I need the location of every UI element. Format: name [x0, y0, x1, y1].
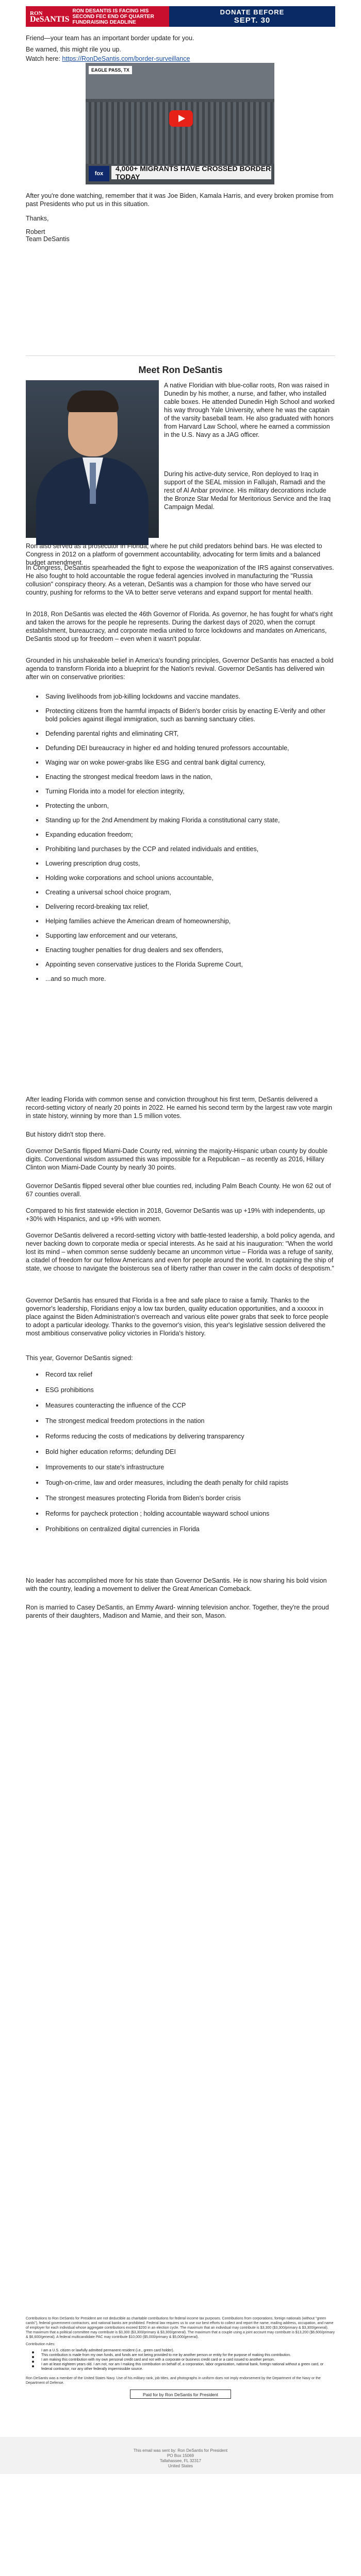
list-item: The strongest measures protecting Florida from Biden's border crisis — [45, 1494, 335, 1502]
video-ticker: 4,000+ MIGRANTS HAVE CROSSED BORDER TODAY — [111, 166, 271, 179]
list-item: Creating a universal school choice program, — [45, 888, 335, 896]
list-item: Bold higher education reforms; defunding DEI — [45, 1448, 335, 1456]
footer-pobox: PO Box 15069 — [167, 2453, 194, 2458]
bio-paragraph-4: Grounded in his unshakeable belief in America's founding principles, Governor DeSantis has enacted a bold agenda to transform Florida into a blueprint for the Nation's revival. Governor DeSantis has delivered win after win on conservative priorities: — [26, 657, 334, 681]
play-icon[interactable] — [169, 110, 193, 127]
channel-logo: fox news — [89, 166, 109, 181]
watch-line — [26, 55, 335, 63]
list-item: Defending parental rights and eliminating CRT, — [45, 730, 335, 738]
list-item: Enacting tougher penalties for drug dealers and sex offenders, — [45, 946, 335, 954]
donate-cta-line1: DONATE BEFORE — [220, 8, 285, 16]
list-item: Tough-on-crime, law and order measures, including the death penalty for child rapists — [45, 1479, 335, 1487]
contribution-rules-list — [26, 2348, 335, 2371]
intro-warning: Be warned, this might rile you up. — [26, 46, 121, 53]
list-item: Improvements to our state's infrastructure — [45, 1463, 335, 1471]
bio-side-1: A native Floridian with blue-collar roots, Ron was raised in Dunedin by his mother, a nurse, and father, who installed cable boxes. He attended Dunedin High School and worked his way through Yale University, where he was the captain of the varsity baseball team. He also graduated with honors from Harvard Law School, where he earned a commission in the U.S. Navy as a JAG officer. — [164, 382, 335, 438]
miami-dade-paragraph: Governor DeSantis flipped Miami-Dade County red, winning the majority-Hispanic urban county by double digits. Conventional wisdom assumed this was impossible for a Republican – as recently as 2016, Hillary Clinton won Miami-Dade County by nearly 30 points. — [26, 1147, 328, 1171]
navy-disclaimer: Ron DeSantis was a member of the United States Navy. Use of his military rank, job titles, and photographs in uniform does not imply endorsement by the Department of the Navy or the Department of Defense. — [26, 2377, 321, 2385]
bio-side-2: During his active-duty service, Ron deployed to Iraq in support of the SEAL mission in Fallujah, Ramadi and the rest of Al Anbar province. His military decorations include the Bronze Star Medal for Meritorious Service and the Iraq Campaign Medal. — [164, 470, 331, 511]
list-item: This contribution is made from my own funds, and funds are not being provided to me by another person or entity for the purpose of making this contribution. — [41, 2353, 335, 2358]
list-item: The strongest medical freedom protections in the nation — [45, 1417, 335, 1425]
donate-cta[interactable] — [169, 6, 335, 27]
list-item: I am a U.S. citizen or lawfully admitted permanent resident (i.e., green card holder). — [41, 2348, 335, 2353]
list-item: Standing up for the 2nd Amendment by making Florida a constitutional carry state, — [45, 816, 335, 824]
list-item: Protecting the unborn, — [45, 802, 335, 810]
list-item: Enacting the strongest medical freedom laws in the nation, — [45, 773, 335, 781]
list-item: Measures counteracting the influence of the CCP — [45, 1401, 335, 1410]
list-item: Reforms for paycheck protection ; holding accountable wayward school unions — [45, 1510, 335, 1518]
list-item: ...and so much more. — [45, 975, 335, 983]
family-paragraph: Governor DeSantis has ensured that Florida is a free and safe place to raise a family. Thanks to the governor's leadership, Floridians enjoy a low tax burden, quality education opportunities, and a xxxxxx in place against the Biden Administration's overreach and various elite power grabs that seek to force people to adopt a particular ideology. Thanks to the governor's vision, this year's legislative session delivered the most ambitious conservative policy victories in Florida's history. — [26, 1297, 329, 1337]
footer-city: Tallahassee, FL 32317 — [159, 2459, 202, 2463]
list-item: Protecting citizens from the harmful impacts of Biden's border crisis by enacting E-Verify and other bold policies against illegal immigration, such as banning sanctuary cities. — [45, 707, 335, 723]
logo-top: RON — [30, 10, 43, 16]
list-item: I am making this contribution with my own personal credit card and not with a corporate or business credit card or a card issued to another person. — [41, 2358, 335, 2362]
portrait-hair — [67, 391, 119, 412]
bio-paragraph-2: In Congress, DeSantis spearheaded the fight to expose the weaponization of the IRS against conservatives. He also fought to hold accountable the rogue federal agencies involved in manufacturing the "Russia collusion" conspiracy theory. As a veteran, DeSantis was a champion for those who have served our country, pushing for reforms to the VA to better serve veterans and expand support for mental health. — [26, 564, 334, 596]
list-item: Saving livelihoods from job-killing lockdowns and vaccine mandates. — [45, 692, 335, 701]
signoff-team: Team DeSantis — [26, 235, 70, 243]
contribution-rules-label: Contribution rules: — [26, 2343, 55, 2346]
banner-left-panel — [26, 6, 169, 27]
list-item: Supporting law enforcement and our veterans, — [45, 931, 335, 940]
signoff-thanks: Thanks, — [26, 215, 49, 222]
meet-title: Meet Ron DeSantis — [138, 365, 223, 375]
intro-greeting: Friend—your team has an important border update for you. — [26, 35, 194, 42]
border-surveillance-link[interactable]: https://RonDeSantis.com/border-surveillance — [62, 55, 190, 62]
history-line: But history didn't stop there. — [26, 1131, 106, 1138]
list-item: Defunding DEI bureaucracy in higher ed and holding tenured professors accountable, — [45, 744, 335, 752]
priorities-list — [26, 692, 335, 983]
counties-paragraph: Governor DeSantis flipped several other blue counties red, including Palm Beach County. He won 62 out of 67 counties overall. — [26, 1182, 331, 1198]
video-thumbnail[interactable] — [86, 63, 274, 192]
list-item: Helping families achieve the American dream of homeownership, — [45, 917, 335, 925]
closing-paragraph-1: No leader has accomplished more for his state than Governor DeSantis. He is now sharing his bold vision with the country, leading a movement to deliver the Great American Comeback. — [26, 1577, 327, 1592]
signoff-name: Robert — [26, 228, 45, 235]
list-item: Delivering record-breaking tax relief, — [45, 903, 335, 911]
list-item: Appointing seven conservative justices to the Florida Supreme Court, — [45, 960, 335, 969]
campaign-logo — [30, 11, 69, 22]
closing-paragraph-2: Ron is married to Casey DeSantis, an Emmy Award- winning television anchor. Together, they're the proud parents of their daughters, Madison and Mamie, and their son, Mason. — [26, 1604, 329, 1619]
inauguration-paragraph: Governor DeSantis delivered a record-setting victory with battle-tested leadership, a bold policy agenda, and never backing down to corporate media or special interests. As he said at his inauguration: "When the world lost its mind – when common sense suddenly became an uncommon virtue – Florida was a refuge of sanity, a citadel of freedom for our fellow Americans and even for people around the world. In captaining the ship of state, we choose to navigate the boisterous sea of liberty rather than cower in the calm docks of despotism." — [26, 1232, 335, 1272]
donate-cta-line2: SEPT. 30 — [234, 16, 271, 25]
deadline-text: RON DESANTIS IS FACING HIS SECOND FEC END OF QUARTER FUNDRAISING DEADLINE — [72, 8, 154, 25]
section-divider — [26, 355, 335, 356]
footer-sender: This email was sent by: Ron DeSantis for President — [133, 2448, 228, 2453]
demographics-paragraph: Compared to his first statewide election in 2018, Governor DeSantis was up +19% with independents, up +30% with Hispanics, and up +9% with women. — [26, 1207, 325, 1223]
ron-desantis-portrait — [26, 380, 159, 538]
list-item: Lowering prescription drug costs, — [45, 859, 335, 868]
paid-for-by-box: Paid for by Ron DeSantis for President — [130, 2389, 231, 2399]
watch-label: Watch here: — [26, 55, 60, 62]
bio-paragraph-1: Ron also served as a prosecutor in Florida, where he put child predators behind bars. He was elected to Congress in 2012 on a platform of government accountability, advocating for term limits and a balanced budget amendment. — [26, 543, 322, 566]
list-item: Holding woke corporations and school unions accountable, — [45, 874, 335, 882]
signed-intro: This year, Governor DeSantis signed: — [26, 1354, 133, 1362]
list-item: Waging war on woke power-grabs like ESG and central bank digital currency, — [45, 758, 335, 767]
victory-paragraph: After leading Florida with common sense and conviction throughout his first term, DeSantis delivered a record-setting victory of nearly 20 points in 2022. He earned his second term by the largest raw vote margin in state history, winning by more than 1.5 million votes. — [26, 1096, 333, 1120]
list-item: Prohibitions on centralized digital currencies in Florida — [45, 1525, 335, 1533]
list-item: Reforms reducing the costs of medications by delivering transparency — [45, 1432, 335, 1440]
list-item: I am at least eighteen years old. I am not, nor am I making this contribution on behalf of, a corporation, labor organization, national bank, foreign national without a green card, or federal contractor, nor any other federally impermissible source. — [41, 2362, 335, 2371]
signed-list — [26, 1370, 335, 1533]
bio-paragraph-3: In 2018, Ron DeSantis was elected the 46th Governor of Florida. As governor, he has fought for what's right and taken the arrows for the people he represents. During the darkest days of 2020, when the corrupt establishment, bureaucracy, and corporate media united to force lockdowns and mandates on Americans, DeSantis stood up for freedom – even when it wasn't popular. — [26, 611, 333, 642]
logo-bottom: DeSANTIS — [30, 15, 70, 24]
portrait-tie — [90, 463, 96, 504]
list-item: Prohibiting land purchases by the CCP and related individuals and entities, — [45, 845, 335, 853]
list-item: Expanding education freedom; — [45, 831, 335, 839]
list-item: ESG prohibitions — [45, 1386, 335, 1394]
list-item: Record tax relief — [45, 1370, 335, 1379]
header-banner[interactable] — [26, 6, 335, 27]
list-item: Turning Florida into a model for election integrity, — [45, 787, 335, 795]
video-location-header: EAGLE PASS, TX — [89, 66, 132, 74]
footer-country: United States — [168, 2464, 193, 2468]
after-video-text: After you're done watching, remember that it was Joe Biden, Kamala Harris, and every broken promise from past Presidents who put us in this situation. — [26, 192, 334, 208]
disclaimer-text: Contributions to Ron DeSantis for President are not deductible as charitable contributions for federal income tax purposes. Contributions from corporations, foreign nationals (without "green cards"), federal government contractors, and national banks are prohibited. Federal law requires us to use our best efforts to collect and report the name, mailing address, occupation, and name of employer for each individual whose aggregate contributions exceed $200 in an election cycle. The maximum that an individual may contribute is $3,300 ($3,300/primary & $3,300/general). The maximum that a political committee may contribute is $3,300 ($3,300/primary & $3,300/general). The maximum that a couple using a joint account may contribute is $13,200 ($6,600/primary & $6,600/general). A federal multicandidate PAC may contribute $10,000 ($5,000/primary & $5,000/general). — [26, 2317, 335, 2339]
